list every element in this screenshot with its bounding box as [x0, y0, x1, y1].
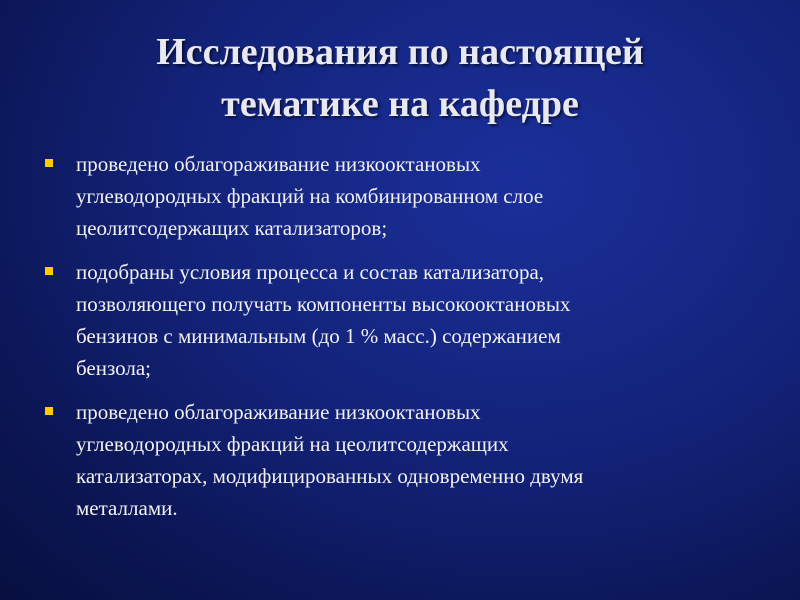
bullet-line: металлами.	[76, 496, 178, 520]
bullet-line: бензинов с минимальным (до 1 % масс.) содержанием	[76, 324, 561, 348]
bullet-line: катализаторах, модифицированных одновременно двумя	[76, 464, 584, 488]
bullet-item	[40, 148, 740, 244]
square-bullet-icon	[45, 267, 53, 275]
bullet-line: подобраны условия процесса и состав катализатора,	[76, 260, 545, 284]
bullet-line: углеводородных фракций на комбинированном слое	[76, 184, 544, 208]
bullet-item	[40, 396, 740, 524]
slide-title	[40, 26, 760, 130]
title-line-1: Исследования по настоящей	[156, 31, 644, 73]
bullet-line: бензола;	[76, 356, 151, 380]
bullet-list	[40, 148, 740, 536]
bullet-item	[40, 256, 740, 384]
square-bullet-icon	[45, 407, 53, 415]
square-bullet-icon	[45, 159, 53, 167]
title-line-2: тематике на кафедре	[221, 83, 579, 125]
bullet-line: проведено облагораживание низкооктановых	[76, 152, 481, 176]
bullet-line: цеолитсодержащих катализаторов;	[76, 216, 388, 240]
bullet-line: проведено облагораживание низкооктановых	[76, 400, 481, 424]
bullet-line: позволяющего получать компоненты высокооктановых	[76, 292, 571, 316]
bullet-line: углеводородных фракций на цеолитсодержащих	[76, 432, 509, 456]
